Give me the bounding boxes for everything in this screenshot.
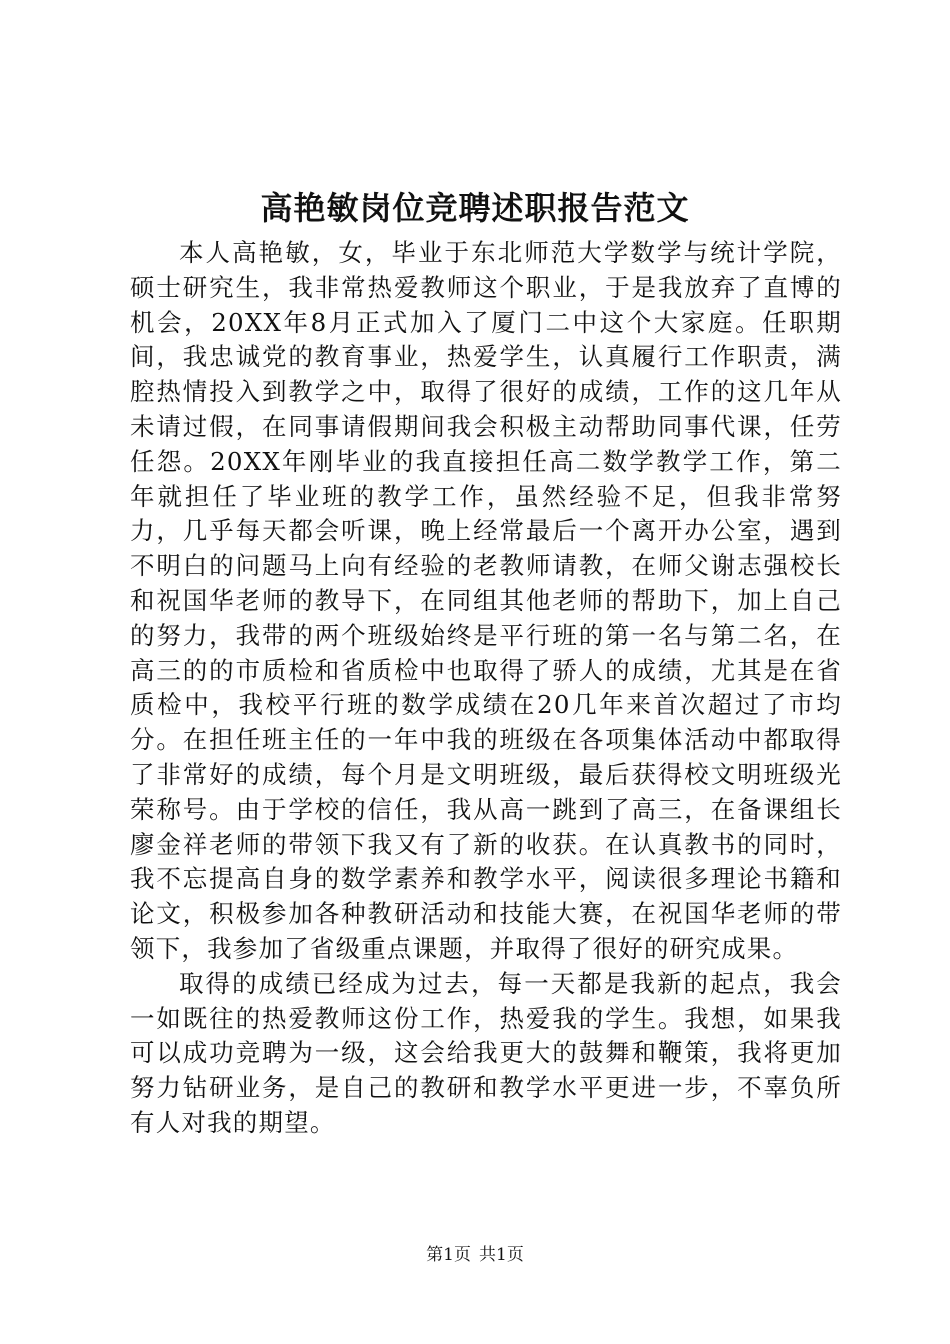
paragraph: 取得的成绩已经成为过去，每一天都是我新的起点，我会一如既往的热爱教师这份工作，热爱我的学生。我想，如果我可以成功竞聘为一级，这会给我更大的鼓舞和鞭策，我将更加努力钻研业务，是自己的教研和教学水平更进一步，不辜负所有人对我的期望。 [130, 968, 842, 1137]
page-number: 第1页 [426, 1245, 471, 1265]
page-total: 共1页 [479, 1245, 524, 1265]
document-body [130, 236, 842, 1141]
page-footer [0, 1243, 950, 1267]
document-title: 高艳敏岗位竞聘述职报告范文 [260, 189, 690, 227]
paragraph: 本人高艳敏，女，毕业于东北师范大学数学与统计学院，硕士研究生，我非常热爱教师这个职业，于是我放弃了直博的机会，20XX年8月正式加入了厦门二中这个大家庭。任职期间，我忠诚党的教育事业，热爱学生，认真履行工作职责，满腔热情投入到教学之中，取得了很好的成绩，工作的这几年从未请过假，在同事请假期间我会积极主动帮助同事代课，任劳任怨。20XX年刚毕业的我直接担任高二数学教学工作，第二年就担任了毕业班的教学工作，虽然经验不足，但我非常努力，几乎每天都会听课，晚上经常最后一个离开办公室，遇到不明白的问题马上向有经验的老教师请教，在师父谢志强校长和祝国华老师的教导下，在同组其他老师的帮助下，加上自己的努力，我带的两个班级始终是平行班的第一名与第二名，在高三的的市质检和省质检中也取得了骄人的成绩，尤其是在省质检中，我校平行班的数学成绩在20几年来首次超过了市均分。在担任班主任的一年中我的班级在各项集体活动中都取得了非常好的成绩，每个月是文明班级，最后获得校文明班级光荣称号。由于学校的信任，我从高一跳到了高三，在备课组长廖金祥老师的带领下我又有了新的收获。在认真教书的同时，我不忘提高自身的数学素养和教学水平，阅读很多理论书籍和论文，积极参加各种教研活动和技能大赛，在祝国华老师的带领下，我参加了省级重点课题，并取得了很好的研究成果。 [130, 238, 842, 963]
